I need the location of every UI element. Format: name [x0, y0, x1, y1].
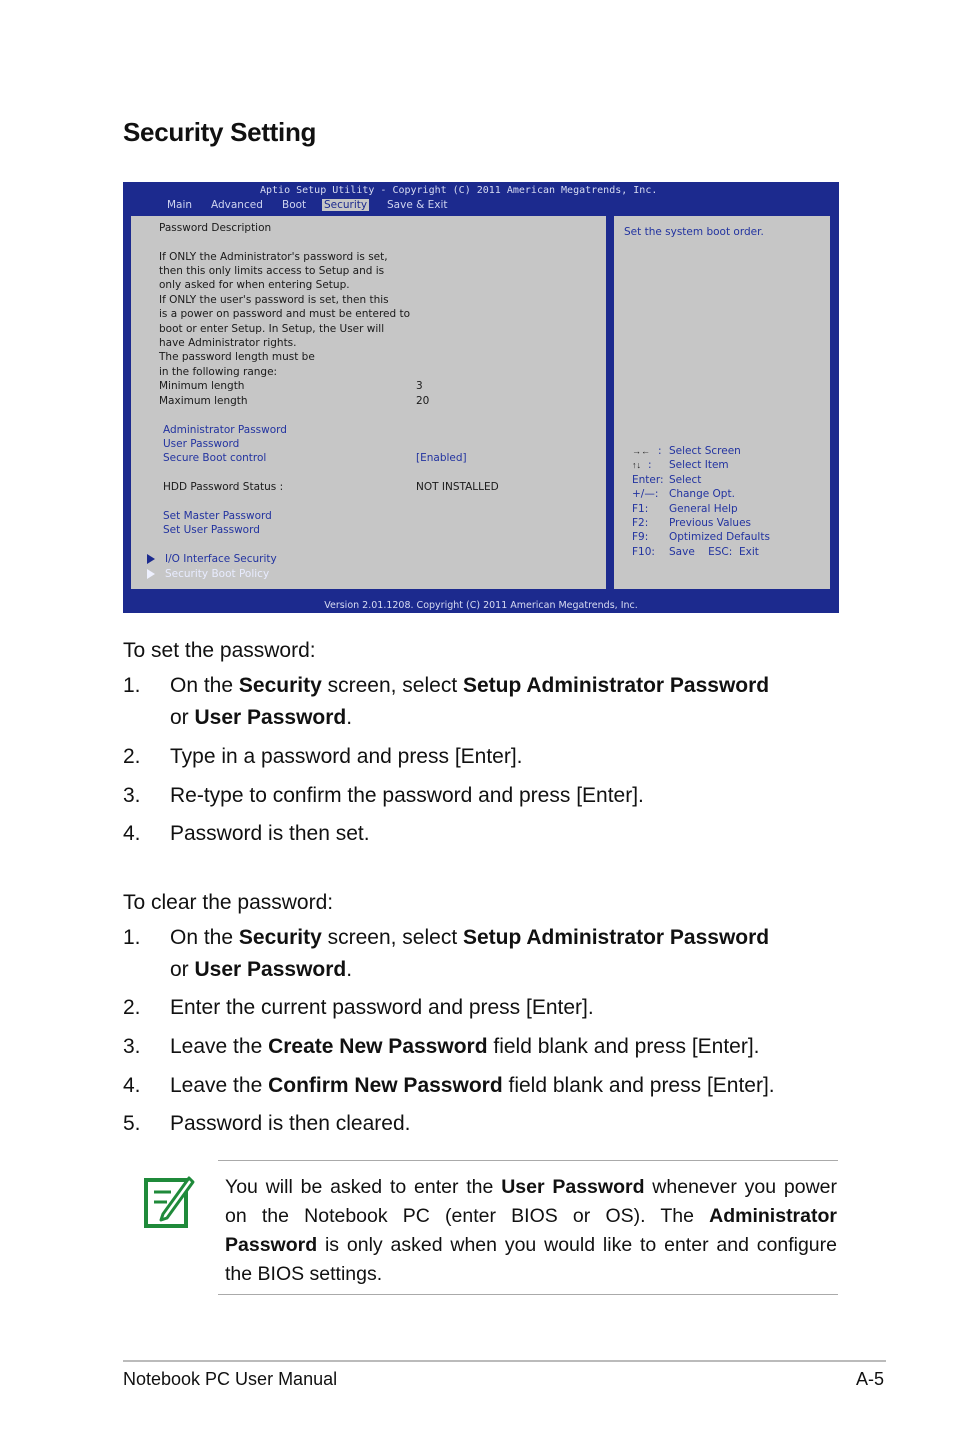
key-hint: F2: [632, 517, 649, 529]
set-step-4: Password is then set. [170, 822, 370, 845]
set-master-password-item[interactable]: Set Master Password [163, 510, 272, 522]
secure-boot-control-item[interactable]: Secure Boot control [163, 452, 267, 464]
page-title: Security Setting [123, 117, 317, 147]
left-right-arrows-icon: →← [632, 446, 650, 456]
key-hint-desc: Previous Values [669, 517, 752, 529]
submenu-arrow-icon [147, 569, 155, 579]
help-text: Set the system boot order. [624, 226, 764, 238]
key-hint-desc: Change Opt. [669, 488, 735, 500]
note-divider-bottom [218, 1294, 838, 1295]
clear-step-1-cont: or User Password. [170, 958, 353, 981]
step-number: 3. [123, 1035, 141, 1058]
key-hint: F1: [632, 503, 649, 515]
key-hint: F10: [632, 546, 655, 558]
tab-security[interactable]: Security [324, 199, 368, 211]
key-hint-desc: Save ESC: Exit [669, 546, 759, 558]
note-text: You will be asked to enter the User Password whenever you power on the Notebook PC (enter BIOS or OS). The Administrator Password is only asked when you would like to enter and configure the BIOS settings. [225, 1176, 838, 1285]
bios-description-line: only asked for when entering Setup. [159, 279, 350, 291]
bios-footer-text: Version 2.01.1208. Copyright (C) 2011 American Megatrends, Inc. [324, 600, 638, 611]
footer-manual-title: Notebook PC User Manual [123, 1369, 338, 1389]
bios-header: Aptio Setup Utility - Copyright (C) 2011 American Megatrends, Inc. [260, 185, 658, 196]
set-step-1: On the Security screen, select Setup Administrator Password [170, 674, 770, 697]
set-step-3: Re-type to confirm the password and press [Enter]. [170, 784, 644, 807]
key-hint: : [648, 459, 652, 471]
min-length-value: 3 [416, 380, 423, 392]
key-hint-desc: Select Screen [669, 445, 741, 457]
max-length-value: 20 [416, 395, 430, 407]
set-step-2: Type in a password and press [Enter]. [170, 745, 523, 768]
step-number: 2. [123, 745, 141, 768]
step-number: 2. [123, 996, 141, 1019]
up-down-arrows-icon: ↑↓ [632, 460, 641, 470]
administrator-password-item[interactable]: Administrator Password [163, 424, 287, 436]
tab-advanced[interactable]: Advanced [211, 199, 263, 211]
clear-password-intro: To clear the password: [123, 891, 334, 914]
key-hint: Enter: [632, 474, 664, 486]
step-number: 1. [123, 926, 141, 949]
clear-step-1: On the Security screen, select Setup Administrator Password [170, 926, 770, 949]
clear-step-5: Password is then cleared. [170, 1112, 411, 1135]
hdd-password-status-label: HDD Password Status : [163, 481, 284, 493]
bios-description-line: If ONLY the user's password is set, then this [159, 294, 389, 306]
key-hint-desc: General Help [669, 503, 738, 515]
bios-screenshot [123, 182, 839, 613]
max-length-label: Maximum length [159, 395, 248, 407]
note-divider-top [218, 1160, 838, 1161]
bios-description-line: If ONLY the Administrator's password is set, [159, 251, 388, 263]
user-password-item[interactable]: User Password [163, 438, 240, 450]
bios-description-line: is a power on password and must be entered to [159, 308, 411, 320]
set-step-1-cont: or User Password. [170, 706, 353, 729]
bios-description-line: in the following range: [159, 366, 278, 378]
set-user-password-item[interactable]: Set User Password [163, 524, 260, 536]
secure-boot-control-value[interactable]: [Enabled] [416, 452, 467, 464]
bios-description-heading: Password Description [159, 222, 272, 234]
note-pencil-icon [143, 1172, 195, 1229]
bios-footer [123, 595, 839, 613]
submenu-arrow-icon [147, 554, 155, 564]
step-number: 4. [123, 1074, 141, 1097]
bios-description-line: boot or enter Setup. In Setup, the User will [159, 323, 385, 335]
clear-step-2: Enter the current password and press [Enter]. [170, 996, 594, 1019]
bios-main-panel [129, 214, 608, 591]
min-length-label: Minimum length [159, 380, 245, 392]
bios-description-line: then this only limits access to Setup and is [159, 265, 385, 277]
footer-divider [123, 1360, 886, 1362]
key-hint: +/—: [632, 488, 659, 500]
footer-page-number: A-5 [856, 1369, 885, 1389]
bios-description-line: The password length must be [159, 351, 315, 363]
tab-save-exit[interactable]: Save & Exit [387, 199, 448, 211]
key-hint-desc: Select Item [669, 459, 729, 471]
io-interface-security-item[interactable]: I/O Interface Security [165, 553, 277, 565]
clear-step-4: Leave the Confirm New Password field blank and press [Enter]. [170, 1074, 775, 1097]
hdd-password-status-value: NOT INSTALLED [416, 481, 499, 493]
set-password-intro: To set the password: [123, 639, 316, 662]
key-hint: : [658, 445, 662, 457]
tab-main[interactable]: Main [167, 199, 193, 211]
step-number: 5. [123, 1112, 141, 1135]
key-hint-desc: Select [669, 474, 702, 486]
step-number: 3. [123, 784, 141, 807]
security-boot-policy-item[interactable]: Security Boot Policy [165, 568, 270, 580]
key-hint: F9: [632, 531, 649, 543]
step-number: 1. [123, 674, 141, 697]
clear-step-3: Leave the Create New Password field blank and press [Enter]. [170, 1035, 760, 1058]
step-number: 4. [123, 822, 141, 845]
bios-description-line: have Administrator rights. [159, 337, 297, 349]
bios-help-panel [612, 214, 832, 591]
tab-boot[interactable]: Boot [282, 199, 307, 211]
key-hint-desc: Optimized Defaults [669, 531, 770, 543]
